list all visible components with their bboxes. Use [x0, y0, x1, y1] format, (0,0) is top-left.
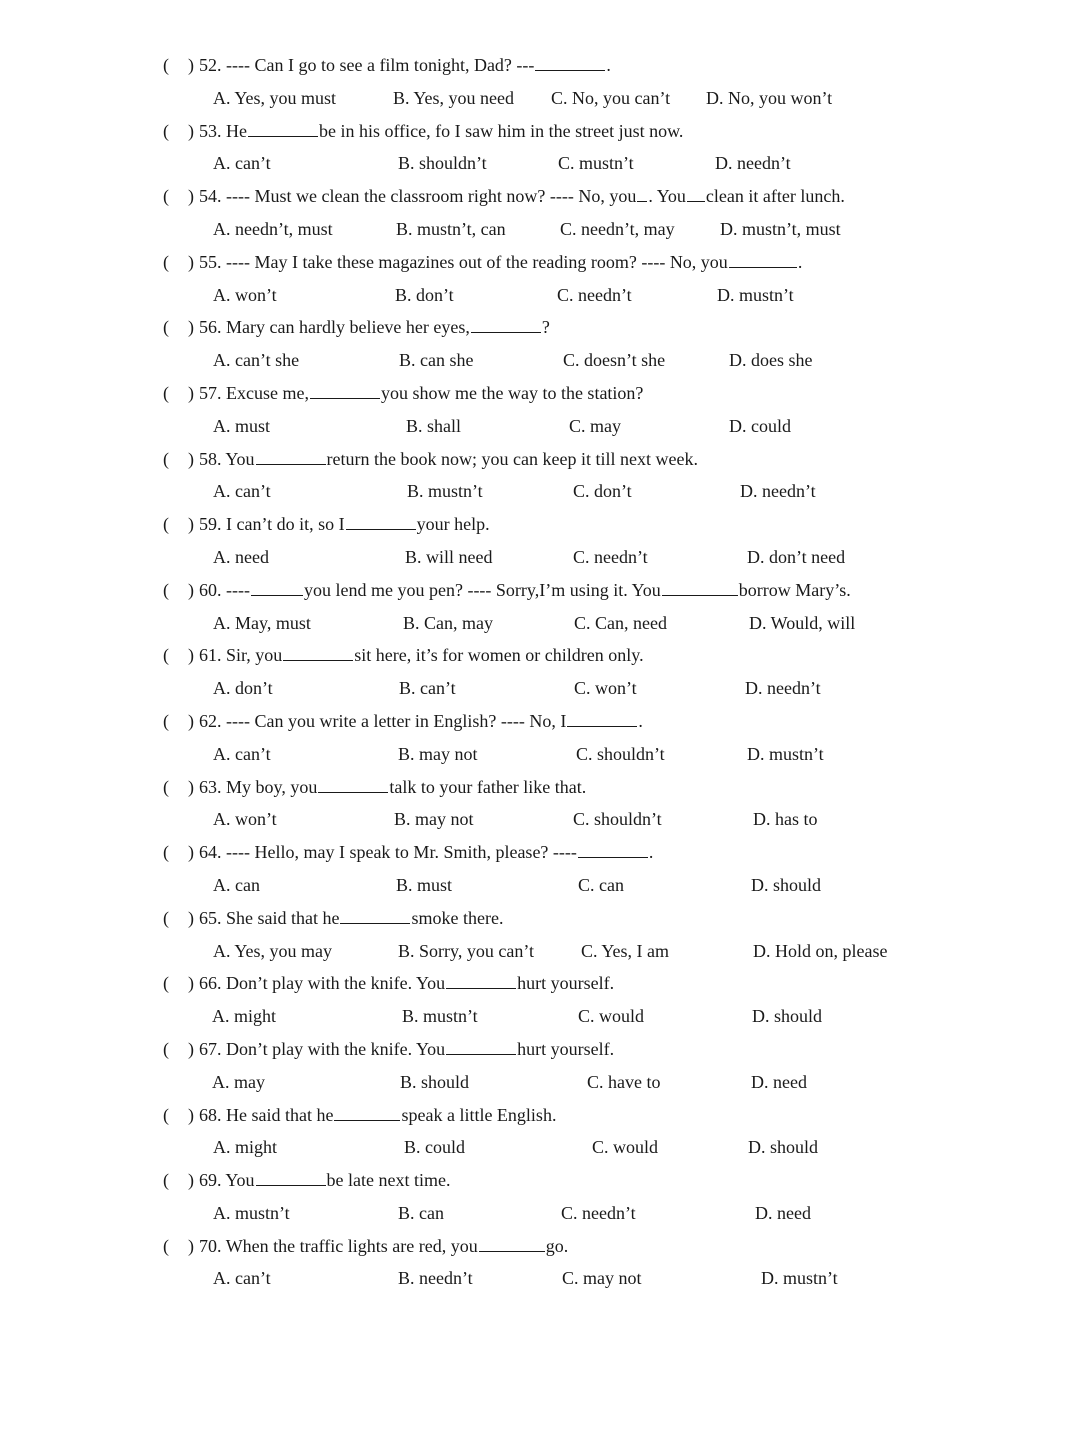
question-stem-row	[0, 771, 1080, 804]
option-a[interactable]: A. needn’t, must	[213, 218, 333, 239]
question-stem: 63. My boy, you talk to your father like that.	[199, 771, 586, 804]
options-row	[0, 213, 1080, 246]
question-stem: 58. You return the book now; you can keep it till next week.	[199, 443, 698, 476]
answer-blank[interactable]	[340, 905, 410, 924]
option-a[interactable]: A. won’t	[213, 809, 277, 830]
question-text: ---- Hello, may I speak to Mr. Smith, please? ----	[226, 842, 577, 863]
option-d[interactable]: D. mustn’t	[747, 743, 824, 764]
option-b[interactable]: B. mustn’t	[407, 481, 483, 502]
question-text: ---- Can you write a letter in English? ---- No, I	[226, 710, 567, 731]
exercise-sheet	[0, 49, 1080, 1295]
question-stem-row	[0, 1164, 1080, 1197]
question-stem: 69. You be late next time.	[199, 1164, 451, 1197]
question-text: be late next time.	[326, 1170, 451, 1191]
option-d[interactable]: D. need	[755, 1202, 811, 1223]
option-a[interactable]: A. don’t	[213, 678, 273, 699]
option-d[interactable]: D. Hold on, please	[753, 940, 888, 961]
option-a[interactable]: A. can’t she	[213, 350, 300, 371]
option-c[interactable]: C. may	[569, 415, 621, 436]
question-text: hurt yourself.	[517, 1038, 615, 1059]
answer-bracket-close: )	[188, 55, 194, 75]
option-c[interactable]: C. don’t	[573, 481, 632, 502]
answer-bracket-close: )	[188, 1038, 194, 1059]
answer-blank[interactable]	[662, 577, 738, 596]
answer-bracket-open[interactable]: (	[163, 317, 169, 338]
question-text: . You	[648, 186, 686, 207]
answer-bracket-close: )	[188, 1235, 194, 1256]
options-row	[0, 541, 1080, 574]
answer-bracket-close: )	[188, 907, 194, 928]
question-text: go.	[545, 1235, 569, 1256]
option-d[interactable]: D. has to	[753, 809, 818, 830]
options-row	[0, 607, 1080, 640]
question-text: Sir, you	[226, 645, 283, 666]
options-row	[0, 82, 1080, 115]
option-b[interactable]: B. may not	[394, 809, 474, 830]
answer-blank[interactable]	[578, 839, 648, 858]
option-a[interactable]: A. mustn’t	[213, 1202, 290, 1223]
answer-bracket-close: )	[188, 251, 194, 272]
options-row	[0, 279, 1080, 312]
option-d[interactable]: D. should	[752, 1006, 823, 1027]
answer-bracket-open[interactable]: (	[163, 251, 169, 272]
question-stem: 62. ---- Can you write a letter in English? ---- No, I .	[199, 705, 643, 738]
question-number: 64	[199, 842, 217, 863]
question-text: ---- Can I go to see a film tonight, Dad? ---	[226, 55, 535, 75]
question-text: hurt yourself.	[517, 973, 615, 994]
question-stem: 54. ---- Must we clean the classroom right now? ---- No, you . You clean it after lunch.	[199, 180, 845, 213]
answer-bracket-close: )	[188, 579, 194, 600]
answer-bracket-open[interactable]: (	[163, 1170, 169, 1191]
option-d[interactable]: D. mustn’t, must	[720, 218, 841, 239]
question-number: 68	[199, 1104, 217, 1125]
question-stem-row	[0, 967, 1080, 1000]
option-c[interactable]: C. needn’t	[573, 546, 648, 567]
answer-blank[interactable]	[346, 511, 416, 530]
question-text: He said that he	[226, 1104, 334, 1125]
option-a[interactable]: A. Yes, you may	[213, 940, 333, 961]
option-a[interactable]: A. Yes, you must	[213, 87, 337, 108]
question-text: ---- Must we clean the classroom right now? ---- No, you	[226, 186, 637, 207]
answer-bracket-open[interactable]: (	[163, 645, 169, 666]
question-text: clean it after lunch.	[705, 186, 845, 207]
question-text: sit here, it’s for women or children only.	[354, 645, 644, 666]
option-d[interactable]: D. mustn’t	[717, 284, 794, 305]
question-stem-row	[0, 1099, 1080, 1132]
answer-blank[interactable]	[248, 118, 318, 137]
option-c[interactable]: C. needn’t, may	[560, 218, 675, 239]
option-a[interactable]: A. can’t	[213, 481, 271, 502]
option-c[interactable]: C. mustn’t	[558, 153, 634, 174]
question-text: She said that he	[226, 907, 340, 928]
option-a[interactable]: A. can	[213, 874, 260, 895]
option-b[interactable]: B. shall	[406, 415, 462, 436]
option-b[interactable]: B. shouldn’t	[398, 153, 487, 174]
option-d[interactable]: D. needn’t	[715, 153, 791, 174]
answer-bracket-open[interactable]: (	[163, 120, 169, 141]
answer-blank[interactable]	[310, 380, 380, 399]
option-c[interactable]: C. No, you can’t	[551, 87, 671, 108]
question-number: 53	[199, 120, 217, 141]
option-b[interactable]: B. can	[398, 1202, 444, 1223]
option-c[interactable]: C. needn’t	[557, 284, 632, 305]
answer-blank[interactable]	[446, 1036, 516, 1055]
option-d[interactable]: D. does she	[729, 350, 813, 371]
options-row	[0, 1197, 1080, 1230]
option-b[interactable]: B. mustn’t, can	[396, 218, 506, 239]
question-text: You	[225, 1170, 255, 1191]
question-text: You	[225, 448, 255, 469]
question-stem-row	[0, 115, 1080, 148]
question-stem: 59. I can’t do it, so I your help.	[199, 508, 490, 541]
answer-bracket-open[interactable]: (	[163, 973, 169, 994]
option-c[interactable]: C. needn’t	[561, 1202, 636, 1223]
answer-bracket-close: )	[188, 842, 194, 863]
answer-bracket-open[interactable]: (	[163, 1104, 169, 1125]
question-stem: 57. Excuse me, you show me the way to the station?	[199, 377, 643, 410]
question-number: 65	[199, 907, 217, 928]
answer-bracket-close: )	[188, 1104, 194, 1125]
answer-blank[interactable]	[334, 1102, 400, 1121]
option-c[interactable]: C. shouldn’t	[576, 743, 665, 764]
option-b[interactable]: B. needn’t	[398, 1268, 473, 1289]
option-c[interactable]: C. would	[578, 1006, 645, 1027]
option-b[interactable]: B. can’t	[399, 678, 456, 699]
option-d[interactable]: D. No, you won’t	[706, 87, 833, 108]
question-number: 70	[199, 1235, 217, 1256]
options-row	[0, 1066, 1080, 1099]
answer-bracket-open[interactable]: (	[163, 55, 169, 75]
answer-bracket-close: )	[188, 317, 194, 338]
answer-bracket-close: )	[188, 120, 194, 141]
answer-blank[interactable]	[251, 577, 303, 596]
option-a[interactable]: A. May, must	[213, 612, 311, 633]
question-number: 58	[199, 448, 217, 469]
question-text: He	[226, 120, 247, 141]
option-c[interactable]: C. Can, need	[574, 612, 667, 633]
option-c[interactable]: C. Yes, I am	[581, 940, 670, 961]
question-stem: 65. She said that he smoke there.	[199, 902, 503, 935]
question-stem-row	[0, 1230, 1080, 1263]
option-d[interactable]: D. needn’t	[745, 678, 821, 699]
question-number: 66	[199, 973, 217, 994]
question-stem: 52. ---- Can I go to see a film tonight, Dad? --- .	[199, 49, 611, 82]
question-stem-row	[0, 180, 1080, 213]
answer-blank[interactable]	[256, 1167, 326, 1186]
question-text: speak a little English.	[401, 1104, 557, 1125]
question-text: talk to your father like that.	[389, 776, 587, 797]
options-row	[0, 869, 1080, 902]
answer-bracket-close: )	[188, 186, 194, 207]
option-b[interactable]: B. should	[400, 1071, 470, 1092]
option-a[interactable]: A. need	[213, 546, 269, 567]
option-c[interactable]: C. may not	[562, 1268, 642, 1289]
question-text: borrow Mary’s.	[738, 579, 851, 600]
answer-bracket-close: )	[188, 973, 194, 994]
option-d[interactable]: D. don’t need	[747, 546, 846, 567]
option-a[interactable]: A. can’t	[213, 1268, 271, 1289]
option-d[interactable]: D. mustn’t	[761, 1268, 838, 1289]
question-stem: 68. He said that he speak a little English.	[199, 1099, 556, 1132]
option-a[interactable]: A. might	[213, 1137, 278, 1158]
option-b[interactable]: B. Yes, you need	[393, 87, 515, 108]
option-b[interactable]: B. Sorry, you can’t	[398, 940, 534, 961]
question-stem-row	[0, 443, 1080, 476]
option-d[interactable]: D. should	[748, 1137, 819, 1158]
question-number: 69	[199, 1170, 217, 1191]
answer-bracket-open[interactable]: (	[163, 186, 169, 207]
answer-bracket-open[interactable]: (	[163, 842, 169, 863]
question-stem-row	[0, 836, 1080, 869]
question-stem: 67. Don’t play with the knife. You hurt yourself.	[199, 1033, 614, 1066]
option-a[interactable]: A. can’t	[213, 153, 271, 174]
option-a[interactable]: A. may	[212, 1071, 265, 1092]
answer-blank[interactable]	[446, 970, 516, 989]
question-text: Don’t play with the knife. You	[226, 973, 446, 994]
question-text: smoke there.	[411, 907, 504, 928]
question-text: you show me the way to the station?	[380, 382, 644, 403]
question-stem-row	[0, 246, 1080, 279]
option-b[interactable]: B. must	[396, 874, 453, 895]
option-a[interactable]: A. must	[213, 415, 271, 436]
answer-bracket-close: )	[188, 710, 194, 731]
option-c[interactable]: C. have to	[587, 1071, 661, 1092]
question-stem-row	[0, 508, 1080, 541]
question-stem: 70. When the traffic lights are red, you go.	[199, 1230, 568, 1263]
answer-blank[interactable]	[471, 314, 541, 333]
question-number: 61	[199, 645, 217, 666]
question-text: ?	[541, 317, 550, 338]
option-a[interactable]: A. won’t	[213, 284, 277, 305]
option-b[interactable]: B. could	[404, 1137, 465, 1158]
option-c[interactable]: C. can	[578, 874, 624, 895]
option-d[interactable]: D. need	[751, 1071, 807, 1092]
question-number: 63	[199, 776, 217, 797]
question-number: 67	[199, 1038, 217, 1059]
option-b[interactable]: B. don’t	[395, 284, 454, 305]
question-stem-row	[0, 705, 1080, 738]
answer-bracket-close: )	[188, 776, 194, 797]
question-stem: 55. ---- May I take these magazines out of the reading room? ---- No, you .	[199, 246, 802, 279]
question-text: .	[606, 55, 611, 75]
answer-bracket-close: )	[188, 448, 194, 469]
options-row	[0, 344, 1080, 377]
question-stem: 64. ---- Hello, may I speak to Mr. Smith, please? ---- .	[199, 836, 653, 869]
answer-blank[interactable]	[729, 249, 797, 268]
question-stem-row	[0, 49, 1080, 82]
question-number: 52	[199, 55, 217, 75]
question-stem: 61. Sir, you sit here, it’s for women or children only.	[199, 639, 644, 672]
option-c[interactable]: C. won’t	[574, 678, 637, 699]
option-c[interactable]: C. doesn’t she	[563, 350, 666, 371]
answer-bracket-open[interactable]: (	[163, 1235, 169, 1256]
options-row	[0, 410, 1080, 443]
options-row	[0, 1000, 1080, 1033]
answer-bracket-open[interactable]: (	[163, 448, 169, 469]
option-b[interactable]: B. Can, may	[403, 612, 493, 633]
question-stem: 56. Mary can hardly believe her eyes, ?	[199, 311, 550, 344]
options-row	[0, 475, 1080, 508]
options-row	[0, 147, 1080, 180]
question-text: you lend me you pen? ---- Sorry,I’m using it. You	[303, 579, 661, 600]
question-text: return the book now; you can keep it till next week.	[326, 448, 698, 469]
question-text: I can’t do it, so I	[226, 514, 345, 535]
answer-blank[interactable]	[256, 446, 326, 465]
question-stem: 66. Don’t play with the knife. You hurt yourself.	[199, 967, 614, 1000]
answer-bracket-open[interactable]: (	[163, 776, 169, 797]
question-stem: 60. ---- you lend me you pen? ---- Sorry,I’m using it. You borrow Mary’s.	[199, 574, 851, 607]
question-text: ---- May I take these magazines out of the reading room? ---- No, you	[226, 251, 728, 272]
options-row	[0, 672, 1080, 705]
question-number: 62	[199, 710, 217, 731]
question-number: 56	[199, 317, 217, 338]
question-text: When the traffic lights are red, you	[225, 1235, 478, 1256]
answer-bracket-open[interactable]: (	[163, 579, 169, 600]
answer-bracket-close: )	[188, 514, 194, 535]
option-a[interactable]: A. can’t	[213, 743, 271, 764]
question-text: your help.	[416, 514, 490, 535]
answer-blank[interactable]	[567, 708, 637, 727]
question-number: 57	[199, 382, 217, 403]
question-text: .	[797, 251, 803, 272]
answer-blank[interactable]	[637, 183, 647, 202]
answer-blank[interactable]	[687, 183, 705, 202]
option-b[interactable]: B. mustn’t	[402, 1006, 478, 1027]
answer-bracket-open[interactable]: (	[163, 382, 169, 403]
question-text: My boy, you	[226, 776, 318, 797]
answer-bracket-close: )	[188, 1170, 194, 1191]
question-text: Mary can hardly believe her eyes,	[226, 317, 470, 338]
answer-blank[interactable]	[283, 642, 353, 661]
option-b[interactable]: B. can she	[399, 350, 474, 371]
option-a[interactable]: A. might	[212, 1006, 277, 1027]
question-text: Excuse me,	[226, 382, 309, 403]
question-text: .	[638, 710, 643, 731]
options-row	[0, 1131, 1080, 1164]
option-d[interactable]: D. should	[751, 874, 822, 895]
answer-bracket-open[interactable]: (	[163, 710, 169, 731]
question-number: 55	[199, 251, 217, 272]
question-stem-row	[0, 311, 1080, 344]
option-d[interactable]: D. Would, will	[749, 612, 856, 633]
question-number: 54	[199, 186, 217, 207]
option-c[interactable]: C. shouldn’t	[573, 809, 662, 830]
option-d[interactable]: D. could	[729, 415, 791, 436]
options-row	[0, 738, 1080, 771]
options-row	[0, 1262, 1080, 1295]
answer-bracket-open[interactable]: (	[163, 907, 169, 928]
question-stem-row	[0, 1033, 1080, 1066]
option-b[interactable]: B. will need	[405, 546, 493, 567]
answer-bracket-close: )	[188, 645, 194, 666]
option-c[interactable]: C. would	[592, 1137, 659, 1158]
answer-blank[interactable]	[318, 774, 388, 793]
options-row	[0, 803, 1080, 836]
question-stem-row	[0, 902, 1080, 935]
answer-bracket-open[interactable]: (	[163, 514, 169, 535]
question-text: ----	[226, 579, 250, 600]
question-text: Don’t play with the knife. You	[226, 1038, 446, 1059]
question-stem: 53. He be in his office, fo I saw him in the street just now.	[199, 115, 683, 148]
answer-blank[interactable]	[535, 52, 605, 71]
options-row	[0, 935, 1080, 968]
question-text: .	[648, 842, 654, 863]
question-stem-row	[0, 639, 1080, 672]
option-b[interactable]: B. may not	[398, 743, 478, 764]
answer-bracket-close: )	[188, 382, 194, 403]
question-stem-row	[0, 574, 1080, 607]
option-d[interactable]: D. needn’t	[740, 481, 816, 502]
question-number: 60	[199, 579, 217, 600]
question-number: 59	[199, 514, 217, 535]
question-stem-row	[0, 377, 1080, 410]
answer-blank[interactable]	[479, 1233, 545, 1252]
answer-bracket-open[interactable]: (	[163, 1038, 169, 1059]
question-text: be in his office, fo I saw him in the street just now.	[319, 120, 684, 141]
